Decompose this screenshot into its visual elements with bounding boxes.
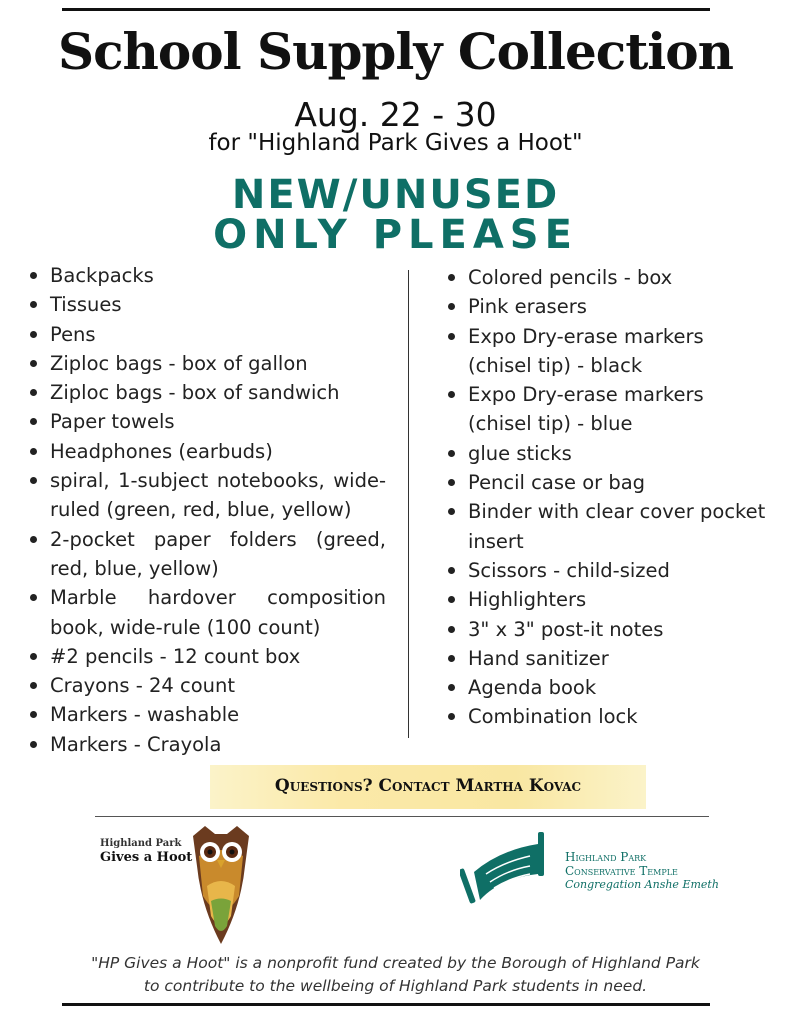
supply-list-left (24, 261, 386, 759)
footer-line-2: to contribute to the wellbeing of Highland Park students in need. (143, 977, 648, 995)
supply-item: Colored pencils - box (442, 263, 772, 292)
temple-name-line-2: Conservative Temple (565, 864, 678, 878)
supply-item: Ziploc bags - box of gallon (24, 349, 386, 378)
temple-name-line-3: Congregation Anshe Emeth (565, 878, 719, 891)
hp-logo-line-1: Highland Park (100, 838, 182, 849)
column-divider (408, 270, 409, 738)
supply-item: Scissors - child-sized (442, 556, 772, 585)
supply-item: Combination lock (442, 702, 772, 731)
supply-item: 3" x 3" post-it notes (442, 615, 772, 644)
notice-line-2: ONLY PLEASE (213, 212, 578, 258)
torah-scroll-icon (460, 830, 560, 910)
temple-name-line-1: Highland Park (565, 850, 647, 864)
supply-item: Marble hardover composition book, wide-rule (100 count) (24, 583, 386, 642)
supply-item: glue sticks (442, 439, 772, 468)
supply-item: Paper towels (24, 407, 386, 436)
supply-item: Pencil case or bag (442, 468, 772, 497)
supply-item: Markers - Crayola (24, 730, 386, 759)
section-divider (95, 816, 709, 817)
supply-item: Pink erasers (442, 292, 772, 321)
footer-line-1: "HP Gives a Hoot" is a nonprofit fund created by the Borough of Highland Park (91, 954, 700, 972)
supply-item: Crayons - 24 count (24, 671, 386, 700)
page-title: School Supply Collection (57, 22, 734, 81)
supply-item: Hand sanitizer (442, 644, 772, 673)
notice-line-1: NEW/UNUSED (231, 172, 560, 218)
supply-item: Headphones (earbuds) (24, 437, 386, 466)
bottom-rule (62, 1003, 710, 1006)
supply-item: Backpacks (24, 261, 386, 290)
top-rule (62, 8, 710, 11)
supply-item: Markers - washable (24, 700, 386, 729)
supply-item: Pens (24, 320, 386, 349)
supply-item: Expo Dry-erase markers (chisel tip) - blue (442, 380, 772, 439)
supply-item: Highlighters (442, 585, 772, 614)
supply-item: 2-pocket paper folders (greed, red, blue, yellow) (24, 525, 386, 584)
supply-item: #2 pencils - 12 count box (24, 642, 386, 671)
supply-item: spiral, 1-subject notebooks, wide-ruled (green, red, blue, yellow) (24, 466, 386, 525)
supply-item: Binder with clear cover pocket insert (442, 497, 772, 556)
supply-item: Agenda book (442, 673, 772, 702)
subtitle: for "Highland Park Gives a Hoot" (208, 130, 583, 156)
hp-logo-line-2: Gives a Hoot (100, 850, 193, 865)
supply-item: Expo Dry-erase markers (chisel tip) - black (442, 322, 772, 381)
supply-list-right (442, 263, 772, 732)
supply-item: Tissues (24, 290, 386, 319)
collection-dates: Aug. 22 - 30 (294, 95, 497, 134)
supply-item: Ziploc bags - box of sandwich (24, 378, 386, 407)
contact-text: Questions? Contact Martha Kovac (274, 776, 582, 796)
